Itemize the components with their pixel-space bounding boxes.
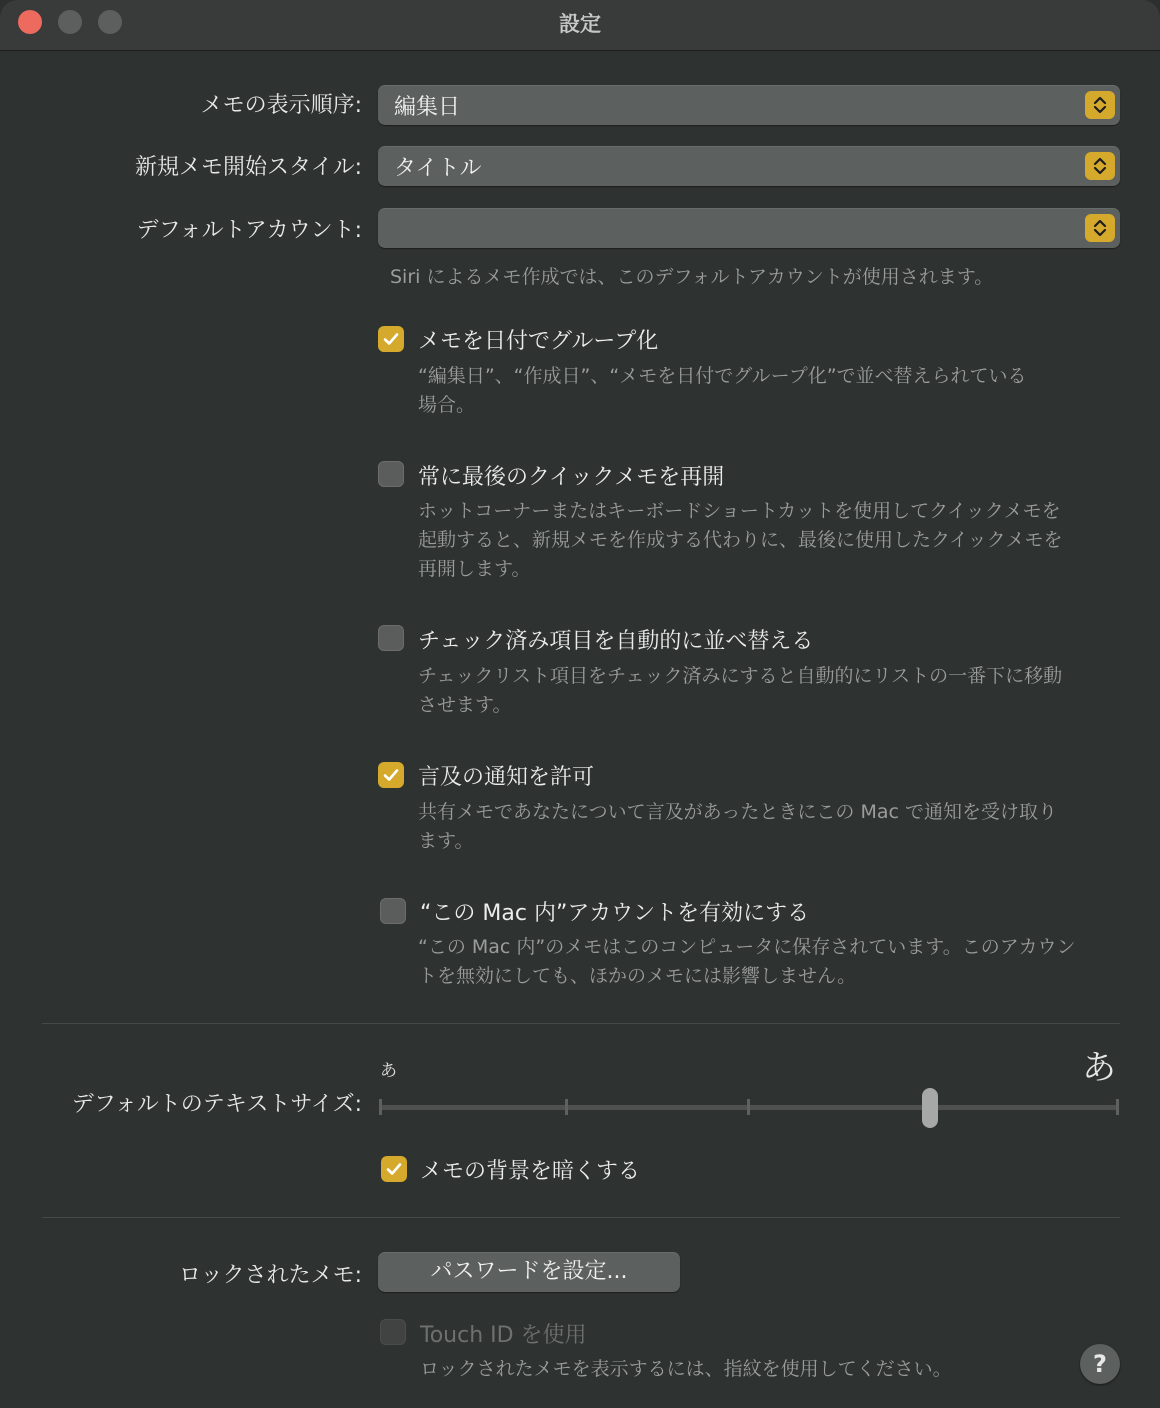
description-line: “この Mac 内”のメモはこのコンピュータに保存されています。このアカウン <box>418 936 1076 958</box>
on-my-mac-account-description <box>418 933 1128 991</box>
description-line: ホットコーナーまたはキーボードショートカットを使用してクイックメモを <box>418 500 1061 522</box>
description-line: トを無効にしても、ほかのメモには影響しません。 <box>418 965 857 987</box>
text-size-label: デフォルトのテキストサイズ: <box>71 1092 362 1117</box>
slider-tick <box>747 1099 750 1115</box>
titlebar <box>0 0 1160 51</box>
slider-tick <box>379 1099 382 1115</box>
chevron-updown-icon <box>1085 152 1115 180</box>
description-line: 場合。 <box>418 394 476 416</box>
description-line: 起動すると、新規メモを作成する代わりに、最後に使用したクイックメモを <box>418 529 1063 551</box>
resume-quick-note-checkbox[interactable] <box>378 461 404 487</box>
description-line: 再開します。 <box>418 558 531 580</box>
slider-tick <box>1116 1099 1119 1115</box>
dark-background-checkbox[interactable] <box>381 1156 407 1182</box>
help-button[interactable]: ? <box>1080 1344 1120 1384</box>
section-divider <box>42 1023 1120 1024</box>
description-line: “編集日”、“作成日”、“メモを日付でグループ化”で並べ替えられている <box>418 365 1027 387</box>
on-my-mac-account-label: “この Mac 内”アカウントを有効にする <box>420 901 810 926</box>
touch-id-label: Touch ID を使用 <box>420 1323 587 1348</box>
text-size-slider-thumb[interactable] <box>922 1088 938 1128</box>
resume-quick-note-label: 常に最後のクイックメモを再開 <box>418 465 725 490</box>
sort-order-value: 編集日 <box>394 95 461 120</box>
group-by-date-description <box>418 362 1128 420</box>
default-account-label: デフォルトアカウント: <box>136 218 362 243</box>
sort-checked-items-checkbox[interactable] <box>378 625 404 651</box>
description-line: ます。 <box>418 830 474 852</box>
slider-tick <box>565 1099 568 1115</box>
new-note-style-label: 新規メモ開始スタイル: <box>135 155 362 180</box>
dark-background-label: メモの背景を暗くする <box>420 1159 641 1184</box>
group-by-date-checkbox[interactable] <box>378 326 404 352</box>
window-title: 設定 <box>559 12 601 36</box>
chevron-updown-icon <box>1085 214 1115 242</box>
default-account-popup[interactable] <box>378 208 1120 248</box>
description-line: させます。 <box>418 694 512 716</box>
group-by-date-label: メモを日付でグループ化 <box>418 329 659 354</box>
section-divider <box>42 1217 1120 1218</box>
touch-id-checkbox[interactable] <box>380 1319 406 1345</box>
mention-notifications-checkbox[interactable] <box>378 762 404 788</box>
mention-notifications-description <box>418 798 1128 856</box>
resume-quick-note-description <box>418 497 1128 584</box>
small-text-glyph: あ <box>380 1061 397 1081</box>
new-note-style-value: タイトル <box>394 156 482 181</box>
new-note-style-popup[interactable] <box>378 146 1120 186</box>
large-text-glyph: あ <box>1082 1048 1116 1088</box>
sort-checked-items-label: チェック済み項目を自動的に並べ替える <box>418 629 814 654</box>
siri-hint: Siri によるメモ作成では、このデフォルトアカウントが使用されます。 <box>390 266 994 288</box>
set-password-button[interactable]: パスワードを設定... <box>378 1252 680 1292</box>
sort-checked-items-description <box>418 662 1128 720</box>
touch-id-hint: ロックされたメモを表示するには、指紋を使用してください。 <box>420 1358 952 1380</box>
description-line: チェックリスト項目をチェック済みにすると自動的にリストの一番下に移動 <box>418 665 1063 687</box>
mention-notifications-label: 言及の通知を許可 <box>418 765 595 790</box>
sort-order-label: メモの表示順序: <box>200 93 362 118</box>
locked-notes-label: ロックされたメモ: <box>179 1263 362 1288</box>
chevron-updown-icon <box>1085 91 1115 119</box>
description-line: 共有メモであなたについて言及があったときにこの Mac で通知を受け取り <box>418 801 1057 823</box>
on-my-mac-account-checkbox[interactable] <box>380 898 406 924</box>
sort-order-popup[interactable] <box>378 85 1120 125</box>
